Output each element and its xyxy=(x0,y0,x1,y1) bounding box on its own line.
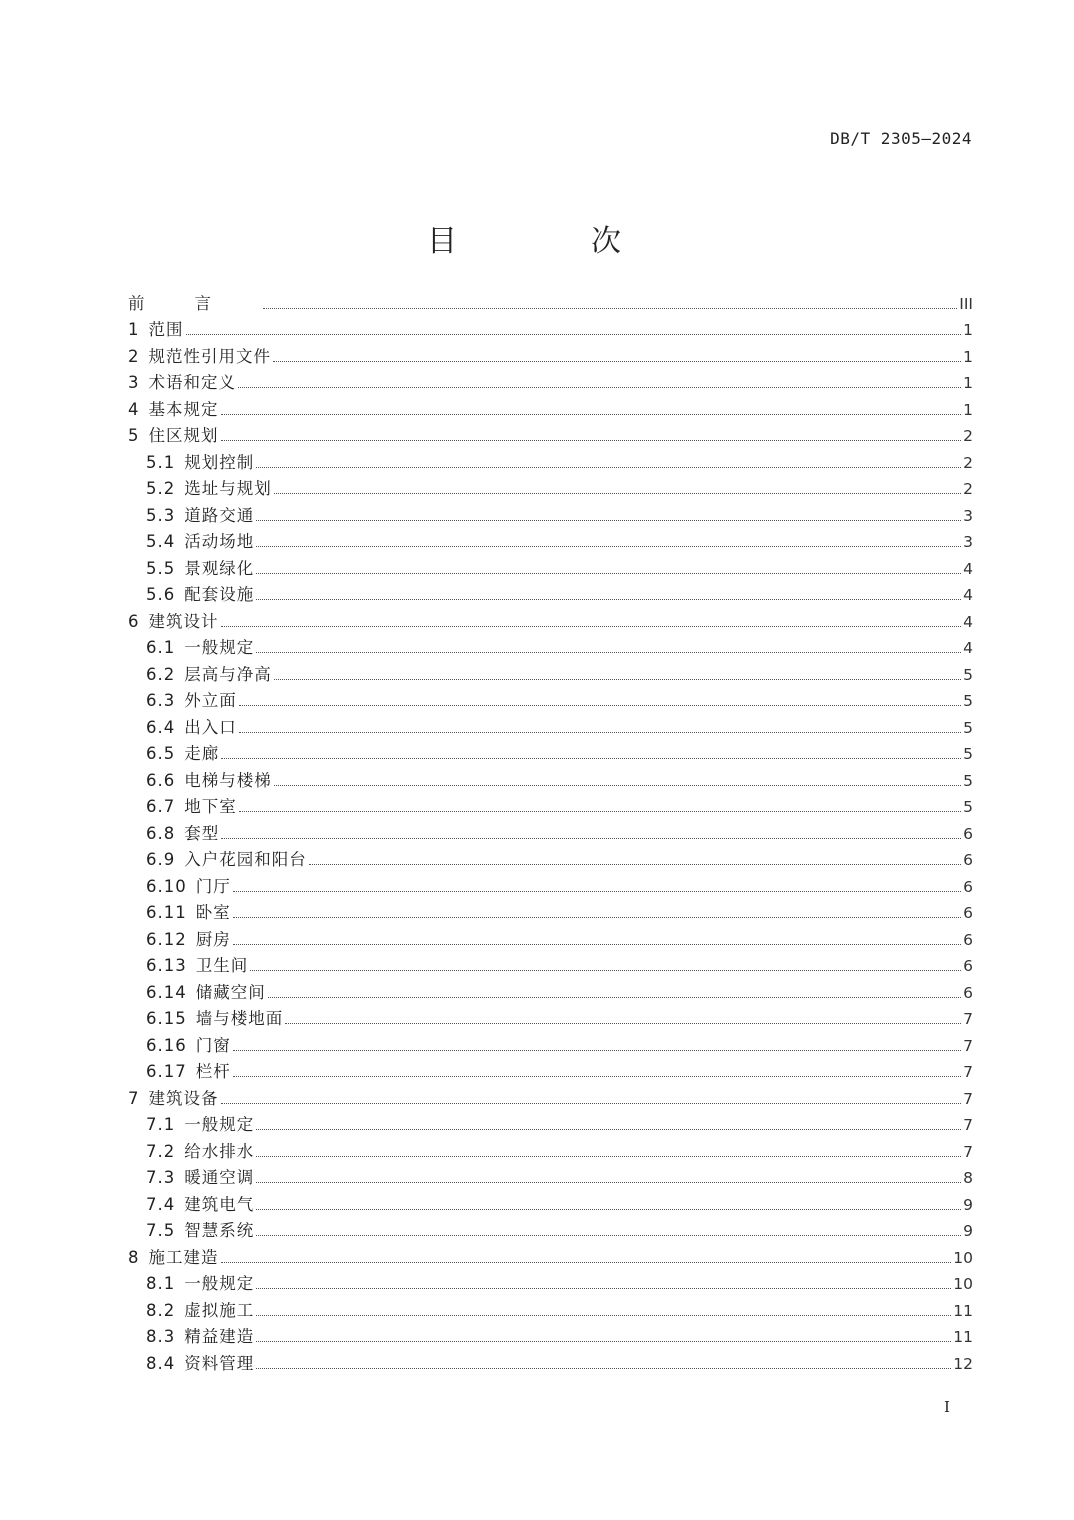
toc-entry[interactable] xyxy=(128,499,973,526)
toc-entry-page: 4 xyxy=(963,559,973,578)
toc-leader-dots xyxy=(256,1181,961,1183)
toc-entry[interactable] xyxy=(128,446,973,473)
toc-leader-dots xyxy=(256,1287,951,1289)
toc-entry-number: 5.4 xyxy=(146,532,176,551)
toc-entry-page: 5 xyxy=(963,745,973,763)
toc-entry-number: 6.1 xyxy=(146,638,176,657)
toc-entry-page: 10 xyxy=(953,1275,973,1293)
toc-entry[interactable] xyxy=(128,367,973,394)
toc-entry-page: 1 xyxy=(963,374,973,392)
toc-entry[interactable] xyxy=(128,605,973,632)
toc-entry-number: 6.3 xyxy=(146,691,176,710)
toc-entry[interactable] xyxy=(128,1294,973,1321)
toc-leader-dots xyxy=(239,810,961,812)
toc-entry-label: 套型 xyxy=(184,823,220,843)
toc-leader-dots xyxy=(221,413,962,415)
toc-entry-page: 2 xyxy=(963,453,973,472)
toc-entry[interactable] xyxy=(128,923,973,950)
toc-entry-page: 5 xyxy=(963,771,973,790)
toc-entry-label: 外立面 xyxy=(184,691,237,710)
toc-entry[interactable] xyxy=(128,1268,973,1295)
toc-entry-number: 2 xyxy=(128,346,140,366)
toc-entry-number: 8 xyxy=(128,1247,140,1267)
toc-entry[interactable] xyxy=(128,1082,973,1109)
toc-leader-dots xyxy=(256,1155,961,1157)
toc-leader-dots xyxy=(256,598,961,600)
toc-entry-label: 精益建造 xyxy=(184,1327,255,1346)
toc-entry-number: 6.4 xyxy=(146,717,176,737)
toc-entry-page: 11 xyxy=(953,1328,973,1346)
toc-leader-dots xyxy=(250,969,961,971)
toc-leader-dots xyxy=(221,1261,952,1263)
toc-leader-dots xyxy=(221,837,961,839)
toc-entry-label: 入户花园和阳台 xyxy=(184,850,307,869)
toc-entry-page: 12 xyxy=(953,1354,973,1373)
toc-entry-page: 5 xyxy=(963,798,973,816)
toc-entry-number: 8.4 xyxy=(146,1353,176,1373)
toc-entry-page: 2 xyxy=(963,427,973,445)
toc-entry-label: 配套设施 xyxy=(184,585,255,604)
toc-entry-page: 7 xyxy=(963,1089,973,1108)
toc-entry-label: 基本规定 xyxy=(148,399,219,419)
toc-entry[interactable] xyxy=(128,340,973,367)
toc-entry-number: 6.2 xyxy=(146,664,176,684)
toc-entry-page: 3 xyxy=(963,506,973,525)
toc-entry-number: 6.15 xyxy=(146,1009,187,1028)
toc-entry-number: 6.14 xyxy=(146,982,187,1002)
toc-entry[interactable] xyxy=(128,976,973,1003)
toc-entry-page: 6 xyxy=(963,904,973,922)
toc-entry-page: 4 xyxy=(963,639,973,657)
toc-entry-label: 栏杆 xyxy=(195,1062,231,1081)
toc-leader-dots xyxy=(256,466,961,468)
table-of-contents xyxy=(128,287,973,1374)
toc-leader-dots xyxy=(221,1102,962,1104)
toc-leader-dots xyxy=(256,1128,961,1130)
toc-entry-page: 5 xyxy=(963,692,973,710)
toc-entry-page: 10 xyxy=(953,1248,973,1267)
toc-leader-dots xyxy=(256,651,961,653)
toc-entry-page: 7 xyxy=(963,1116,973,1134)
toc-entry-label: 资料管理 xyxy=(184,1353,255,1373)
page-number: I xyxy=(944,1398,950,1416)
toc-entry-number: 6.12 xyxy=(146,929,187,949)
toc-entry-page: 2 xyxy=(963,480,973,498)
toc-entry-number: 7.5 xyxy=(146,1221,176,1240)
toc-entry-label: 地下室 xyxy=(184,797,237,816)
toc-entry-number: 7.1 xyxy=(146,1115,176,1134)
toc-entry-page: 1 xyxy=(963,321,973,339)
toc-entry-label: 一般规定 xyxy=(184,1115,255,1134)
toc-entry-label: 卧室 xyxy=(195,903,231,922)
page-title: 目 次 xyxy=(427,224,673,259)
toc-entry[interactable] xyxy=(128,314,973,341)
toc-entry[interactable] xyxy=(128,1003,973,1030)
toc-entry-number: 5.2 xyxy=(146,479,176,498)
toc-entry-label: 门厅 xyxy=(195,876,231,896)
toc-entry[interactable] xyxy=(128,950,973,977)
toc-entry-page: 5 xyxy=(963,718,973,737)
toc-entry[interactable] xyxy=(128,287,973,314)
toc-entry-label: 厨房 xyxy=(195,929,231,949)
toc-entry[interactable] xyxy=(128,711,973,738)
toc-entry-label: 规范性引用文件 xyxy=(148,346,271,366)
toc-entry-number: 6.16 xyxy=(146,1035,187,1055)
toc-entry[interactable] xyxy=(128,764,973,791)
toc-entry[interactable] xyxy=(128,420,973,447)
toc-leader-dots xyxy=(274,492,961,494)
toc-entry-page: 7 xyxy=(963,1063,973,1081)
toc-entry-label: 活动场地 xyxy=(184,532,255,551)
toc-entry[interactable] xyxy=(128,473,973,500)
toc-entry-number: 6.6 xyxy=(146,770,176,790)
toc-entry[interactable] xyxy=(128,1321,973,1348)
toc-entry-label: 住区规划 xyxy=(148,426,219,445)
toc-entry[interactable] xyxy=(128,1188,973,1215)
toc-entry-label: 智慧系统 xyxy=(184,1221,255,1240)
toc-entry-label: 走廊 xyxy=(184,744,220,763)
toc-entry-label: 一般规定 xyxy=(184,638,255,657)
toc-entry-number: 6.8 xyxy=(146,823,176,843)
toc-entry[interactable] xyxy=(128,1135,973,1162)
toc-entry-page: 7 xyxy=(963,1142,973,1161)
toc-entry-label: 建筑电气 xyxy=(184,1194,255,1214)
toc-leader-dots xyxy=(274,784,961,786)
toc-entry-page: 3 xyxy=(963,533,973,551)
toc-entry-number: 7 xyxy=(128,1088,140,1108)
toc-entry-page: 9 xyxy=(963,1195,973,1214)
toc-entry-page: 5 xyxy=(963,665,973,684)
toc-entry-label: 施工建造 xyxy=(148,1247,219,1267)
toc-entry-label: 层高与净高 xyxy=(184,664,272,684)
toc-leader-dots xyxy=(233,943,961,945)
toc-leader-dots xyxy=(221,757,961,759)
toc-leader-dots xyxy=(186,333,962,335)
toc-entry[interactable] xyxy=(128,1029,973,1056)
toc-leader-dots xyxy=(239,704,961,706)
toc-leader-dots xyxy=(233,890,961,892)
toc-entry[interactable] xyxy=(128,685,973,712)
toc-entry[interactable] xyxy=(128,1241,973,1268)
toc-entry-label: 选址与规划 xyxy=(184,479,272,498)
toc-entry[interactable] xyxy=(128,817,973,844)
toc-entry-number: 7.3 xyxy=(146,1168,176,1187)
toc-entry-number: 6.13 xyxy=(146,956,187,975)
toc-entry-number: 5.1 xyxy=(146,452,176,472)
toc-leader-dots xyxy=(263,307,957,309)
toc-entry-number: 6.5 xyxy=(146,744,176,763)
toc-entry-label: 规划控制 xyxy=(184,452,255,472)
toc-leader-dots xyxy=(285,1022,961,1024)
toc-entry-number: 6.9 xyxy=(146,850,176,869)
toc-leader-dots xyxy=(256,572,961,574)
toc-leader-dots xyxy=(256,1208,961,1210)
toc-entry-number: 7.4 xyxy=(146,1194,176,1214)
toc-entry[interactable] xyxy=(128,579,973,606)
toc-entry[interactable] xyxy=(128,393,973,420)
toc-entry[interactable] xyxy=(128,1109,973,1136)
toc-entry-label: 建筑设备 xyxy=(148,1088,219,1108)
toc-entry[interactable] xyxy=(128,791,973,818)
toc-entry-label: 暖通空调 xyxy=(184,1168,255,1187)
toc-entry-label: 范围 xyxy=(148,320,184,339)
toc-leader-dots xyxy=(233,1075,961,1077)
toc-entry-number: 5.6 xyxy=(146,585,176,604)
toc-entry-number: 7.2 xyxy=(146,1141,176,1161)
toc-entry[interactable] xyxy=(128,526,973,553)
toc-entry-label: 一般规定 xyxy=(184,1274,255,1293)
toc-entry-number: 5 xyxy=(128,426,140,445)
toc-leader-dots xyxy=(233,916,961,918)
toc-entry-page: 6 xyxy=(963,851,973,869)
toc-leader-dots xyxy=(221,625,962,627)
toc-entry-number: 6.10 xyxy=(146,876,187,896)
toc-entry[interactable] xyxy=(128,658,973,685)
toc-leader-dots xyxy=(221,439,962,441)
toc-entry-label: 给水排水 xyxy=(184,1141,255,1161)
toc-entry-label: 墙与楼地面 xyxy=(195,1009,284,1028)
toc-entry-page: 6 xyxy=(963,877,973,896)
toc-entry-label: 术语和定义 xyxy=(148,373,236,392)
toc-leader-dots xyxy=(256,1340,951,1342)
toc-entry[interactable] xyxy=(128,870,973,897)
toc-entry[interactable] xyxy=(128,844,973,871)
toc-entry-label: 道路交通 xyxy=(184,505,255,525)
toc-entry[interactable] xyxy=(128,552,973,579)
toc-entry-label: 门窗 xyxy=(195,1035,231,1055)
toc-entry-number: 6.7 xyxy=(146,797,176,816)
toc-entry-page: 1 xyxy=(963,400,973,419)
toc-leader-dots xyxy=(256,545,961,547)
toc-leader-dots xyxy=(256,1234,961,1236)
toc-leader-dots xyxy=(273,360,961,362)
toc-leader-dots xyxy=(239,731,961,733)
toc-entry-label: 景观绿化 xyxy=(184,558,255,578)
toc-leader-dots xyxy=(238,386,961,388)
toc-entry-number: 1 xyxy=(128,320,140,339)
toc-leader-dots xyxy=(309,863,961,865)
toc-entry-number: 8.2 xyxy=(146,1300,176,1320)
toc-entry-number: 4 xyxy=(128,399,140,419)
toc-entry-page: 7 xyxy=(963,1036,973,1055)
toc-leader-dots xyxy=(256,519,961,521)
toc-entry-label: 建筑设计 xyxy=(148,611,219,631)
toc-entry-label: 前言 xyxy=(128,293,261,313)
toc-entry-page: 11 xyxy=(953,1301,973,1320)
toc-entry[interactable] xyxy=(128,1056,973,1083)
toc-leader-dots xyxy=(233,1049,961,1051)
toc-entry-number: 6 xyxy=(128,611,140,631)
toc-entry[interactable] xyxy=(128,1215,973,1242)
toc-entry-page: 1 xyxy=(963,347,973,366)
toc-entry-label: 电梯与楼梯 xyxy=(184,770,272,790)
toc-entry[interactable] xyxy=(128,738,973,765)
toc-entry-number: 8.1 xyxy=(146,1274,176,1293)
toc-entry-page: III xyxy=(959,294,973,313)
toc-entry-page: 9 xyxy=(963,1222,973,1240)
toc-entry-label: 虚拟施工 xyxy=(184,1300,255,1320)
toc-entry-number: 3 xyxy=(128,373,140,392)
toc-entry-page: 6 xyxy=(963,930,973,949)
toc-entry-page: 6 xyxy=(963,957,973,975)
toc-entry-page: 6 xyxy=(963,983,973,1002)
toc-leader-dots xyxy=(268,996,961,998)
toc-entry-page: 4 xyxy=(963,586,973,604)
toc-entry-number: 5.3 xyxy=(146,505,176,525)
toc-entry-label: 出入口 xyxy=(184,717,237,737)
toc-entry-number: 6.17 xyxy=(146,1062,187,1081)
toc-entry-page: 7 xyxy=(963,1010,973,1028)
toc-entry-number: 6.11 xyxy=(146,903,187,922)
toc-entry-page: 8 xyxy=(963,1169,973,1187)
toc-entry-number: 8.3 xyxy=(146,1327,176,1346)
toc-entry[interactable] xyxy=(128,632,973,659)
toc-entry-label: 储藏空间 xyxy=(195,982,266,1002)
toc-entry-page: 6 xyxy=(963,824,973,843)
toc-entry[interactable] xyxy=(128,1347,973,1374)
toc-entry-label: 卫生间 xyxy=(195,956,249,975)
toc-entry[interactable] xyxy=(128,1162,973,1189)
toc-leader-dots xyxy=(256,1367,951,1369)
toc-entry-number: 5.5 xyxy=(146,558,176,578)
toc-leader-dots xyxy=(274,678,961,680)
document-code: DB/T 2305—2024 xyxy=(830,129,972,148)
toc-entry[interactable] xyxy=(128,897,973,924)
toc-leader-dots xyxy=(256,1314,951,1316)
toc-entry-page: 4 xyxy=(963,612,973,631)
